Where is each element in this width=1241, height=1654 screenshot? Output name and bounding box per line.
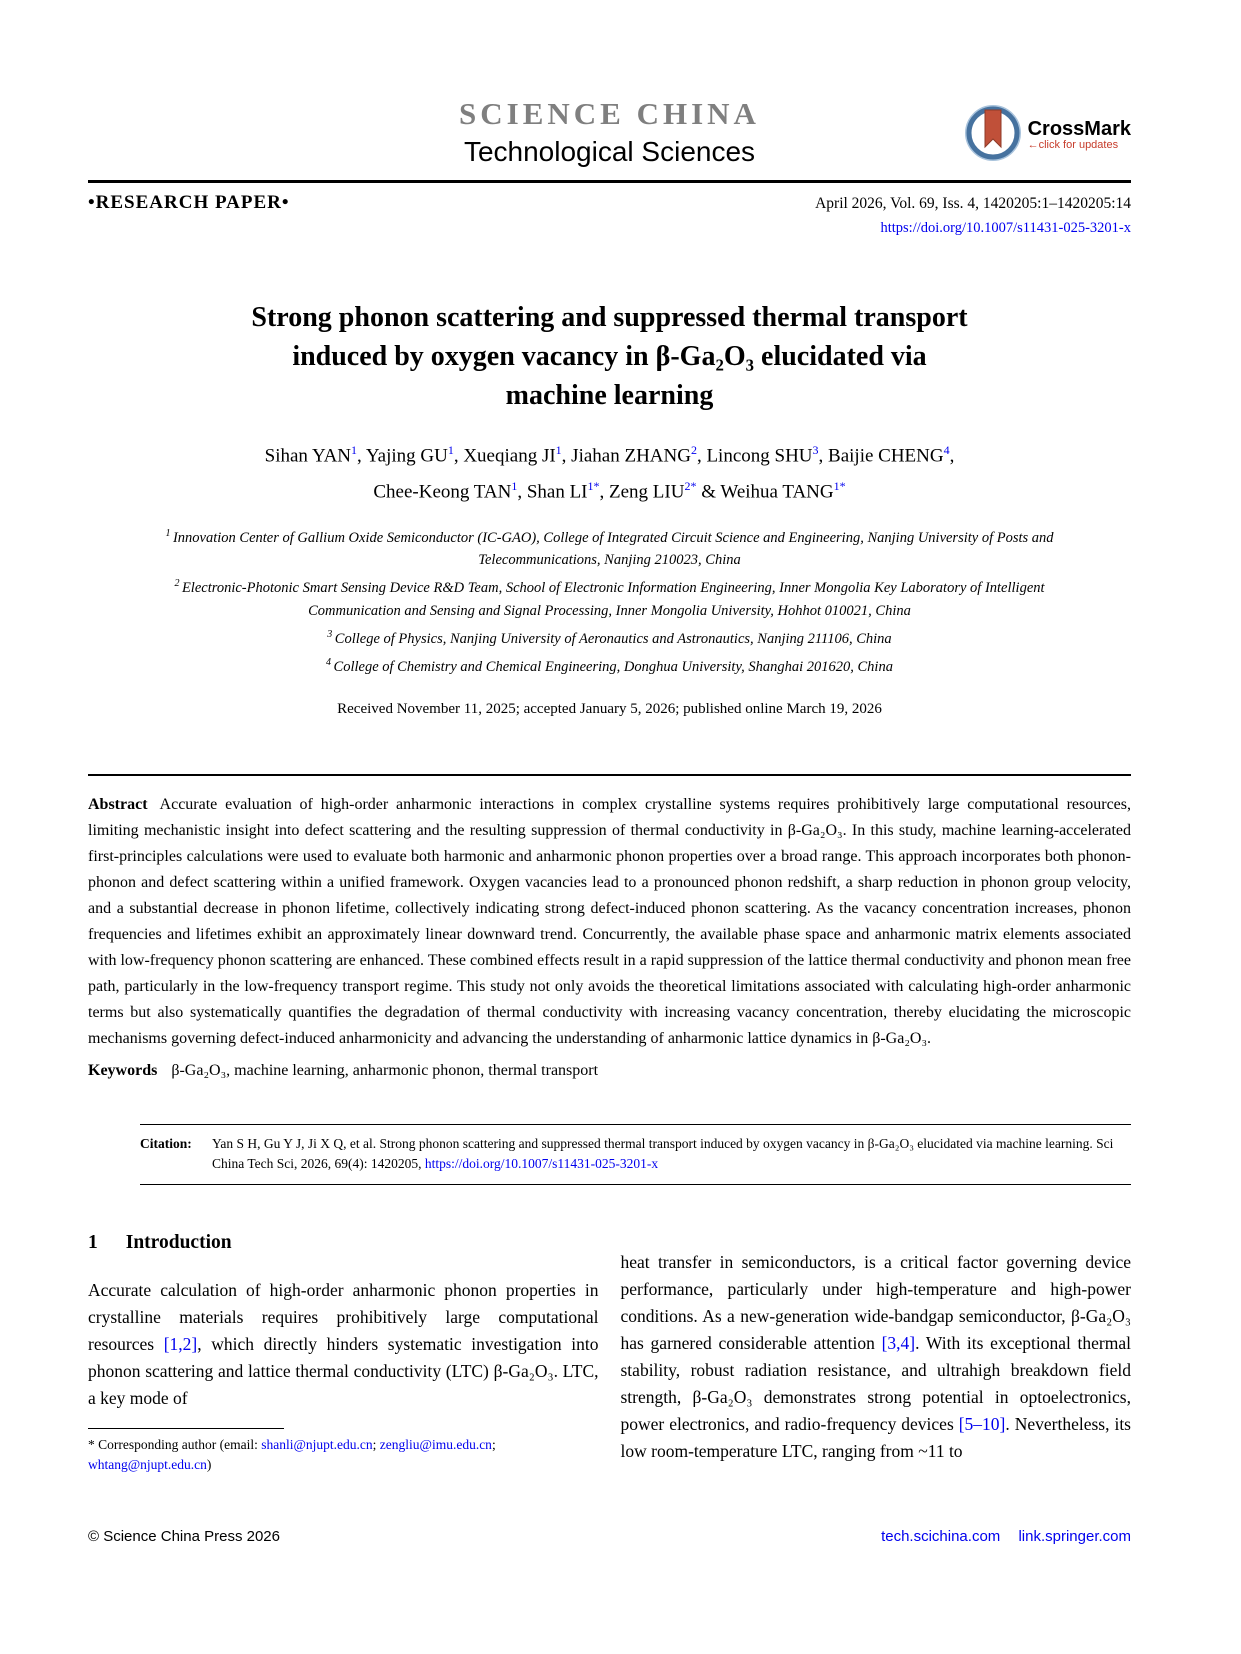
affiliation-list xyxy=(88,522,1131,679)
author-affiliation-sup: 1* xyxy=(833,479,846,494)
abstract-text: Accurate evaluation of high-order anharmonic interactions in complex crystalline systems requires prohibitively large computational resources, limiting mechanistic insight into defect scattering and the resulting suppression of thermal conductivity in β-Ga₂O₃. In this study, machine learning-accelerated first-principles calculations were used to evaluate both harmonic and anharmonic phonon properties over a broad range. This approach incorporates both phonon-phonon and defect scattering within a unified framework. Oxygen vacancies lead to a pronounced phonon redshift, a sharp reduction in phonon group velocity, and a substantial decrease in phonon lifetime, collectively indicating strong defect-induced phonon scattering. As the vacancy concentration increases, phonon frequencies and lifetimes exhibit an approximately linear downward trend. Concurrently, the available phase space and anharmonic matrix elements associated with low-frequency phonon scattering are enhanced. These combined effects result in a rapid suppression of the lattice thermal conductivity and phonon mean free path, particularly in the low-frequency transport regime. This study not only avoids the theoretical limitations associated with calculating high-order anharmonic terms but also systematically quantifies the degradation of thermal conductivity with increasing vacancy concentration, thereby elucidating the microscopic mechanisms governing defect-induced anharmonicity and advancing the understanding of anharmonic lattice dynamics in β-Ga₂O₃. xyxy=(88,795,1131,1047)
page-footer xyxy=(88,1528,1131,1545)
received-dates: Received November 11, 2025; accepted January 5, 2026; published online March 19, 2026 xyxy=(337,700,882,717)
text-segment: Yan S H, Gu Y J, Ji X Q, et al. Strong phonon scattering and suppressed thermal transport induced by oxygen vacancy in β-Ga₂O₃ elucidated via machine learning. Sci China Tech Sci, 2026, 69(4): 1420205, xyxy=(212,1135,1114,1171)
footer-links xyxy=(867,1528,1131,1545)
header-divider xyxy=(88,180,1131,183)
text-segment: , which directly hinders systematic investigation into phonon scattering and lattice thermal conductivity (LTC) β-Ga₂O₃. LTC, a key mode of xyxy=(88,1333,599,1408)
text-segment: Accurate calculation of high-order anharmonic phonon properties in crystalline materials requires prohibitively large computational resources xyxy=(88,1279,599,1354)
affiliation-item: $^4$ College of Chemistry and Chemical Engineering, Donghua University, Shanghai 201620, China xyxy=(326,657,893,675)
author-line: Sihan YAN$^1$, Yajing $GU^1$, Xueqiang $JI^1$, Jiahan ZHANG$^2$, Lincong SHU$^3$, Baijie CHENG$^4$, xyxy=(264,443,955,467)
inline-link[interactable]: https://doi.org/10.1007/s11431-025-3201-x xyxy=(424,1155,659,1171)
footer-link-springer[interactable]: link.springer.com xyxy=(1018,1528,1131,1545)
citation-box xyxy=(140,1124,1131,1185)
affiliation-item: $^3$ College of Physics, Nanjing University of Aeronautics and Astronautics, Nanjing 211106, China xyxy=(327,629,892,648)
author-affiliation-sup: 1 xyxy=(511,479,518,494)
crossmark-label: CrossMark xyxy=(1027,118,1131,140)
author-name: Zeng LIU xyxy=(609,481,685,503)
issue-block xyxy=(815,192,1131,240)
author-name: Chee-Keong TAN xyxy=(373,481,512,503)
intro-paragraph-right xyxy=(621,1249,1132,1465)
author-name: Baijie CHENG xyxy=(828,445,944,467)
author-affiliation-sup: 1 xyxy=(555,443,562,457)
inline-link[interactable]: [3,4] xyxy=(881,1332,916,1353)
author-name: Yajing GU xyxy=(365,445,448,467)
text-segment: * Corresponding author (email: xyxy=(88,1436,262,1452)
corresponding-author-footnote xyxy=(88,1435,599,1475)
keywords-label: Keywords xyxy=(88,1061,158,1079)
copyright-notice: © Science China Press 2026 xyxy=(88,1528,280,1545)
author-name: Xueqiang JI xyxy=(463,445,556,467)
inline-link[interactable]: [1,2] xyxy=(163,1333,198,1354)
masthead xyxy=(88,0,1131,168)
meta-row xyxy=(88,192,1131,240)
footnote-divider xyxy=(88,1428,284,1429)
paper-title xyxy=(88,298,1131,415)
title-line: induced by oxygen vacancy in β-Ga₂O₃ elucidated via xyxy=(292,341,927,372)
author-name: Sihan YAN xyxy=(264,445,352,467)
crossmark-icon xyxy=(964,104,1022,167)
inline-link[interactable]: zengliu@imu.edu.cn xyxy=(379,1436,492,1452)
body-columns xyxy=(88,1231,1131,1475)
abstract-label: Abstract xyxy=(88,795,148,813)
author-affiliation-sup: 2* xyxy=(684,479,697,494)
text-segment: ; xyxy=(372,1436,380,1452)
author-affiliation-sup: 2 xyxy=(690,443,697,457)
inline-link[interactable]: shanli@njupt.edu.cn xyxy=(261,1436,373,1452)
author-affiliation-sup: 1* xyxy=(587,479,600,494)
issue-info: April 2026, Vol. 69, Iss. 4, 1420205:1–1420205:14 xyxy=(815,195,1131,212)
crossmark-tagline: ←click for updates xyxy=(1027,139,1119,151)
author-name: Jiahan ZHANG xyxy=(571,445,691,467)
title-line: machine learning xyxy=(505,380,714,411)
author-affiliation-sup: 3 xyxy=(812,443,819,457)
journal-subtitle: Technological Sciences xyxy=(463,136,756,167)
inline-link[interactable]: [5–10] xyxy=(958,1413,1006,1434)
left-column xyxy=(88,1231,599,1475)
inline-link[interactable]: whtang@njupt.edu.cn xyxy=(88,1456,207,1472)
abstract xyxy=(88,792,1131,1052)
author-name: Lincong SHU xyxy=(706,445,813,467)
citation-label: Citation: xyxy=(140,1135,192,1151)
right-column xyxy=(621,1231,1132,1475)
text-segment: . Nevertheless, its low room-temperature LTC, ranging from ~11 to xyxy=(620,1413,1131,1461)
keywords-text: β-Ga₂O₃, machine learning, anharmonic phonon, thermal transport xyxy=(171,1061,599,1079)
author-name: Shan LI xyxy=(526,481,588,503)
keywords xyxy=(88,1062,1131,1080)
citation-text xyxy=(212,1134,1131,1174)
abstract-divider xyxy=(88,774,1131,776)
author-name: Weihua TANG xyxy=(720,481,834,503)
article-type-label: •RESEARCH PAPER• xyxy=(88,192,290,213)
section-number: 1 xyxy=(88,1231,98,1253)
journal-name: SCIENCE CHINA xyxy=(459,96,760,131)
left-arrow-icon: ← xyxy=(1027,139,1039,151)
author-affiliation-sup: 4 xyxy=(943,443,950,457)
text-segment: heat transfer in semiconductors, is a critical factor governing device performance, particularly under high-temperature and high-power conditions. As a new-generation wide-bandgap semiconductor, β-Ga₂O₃ has garnered considerable attention xyxy=(620,1251,1131,1353)
author-affiliation-sup: 1 xyxy=(351,443,358,457)
intro-paragraph-left xyxy=(88,1277,599,1412)
author-list xyxy=(88,435,1131,508)
author-line: Chee-Keong TAN$^1$, Shan $LI^{1*}$, Zeng $LIU^{2*}$ & Weihua $TANG^{1*}$ xyxy=(373,479,846,503)
footer-link-scichina[interactable]: tech.scichina.com xyxy=(881,1528,1001,1545)
affiliation-item: $^2$ Electronic-Photonic Smart Sensing Device R&D Team, School of Electronic Information Engineering, Inner Mongolia Key Laboratory of Intelligent Communication and Sensing and Signal Processing, Inner Mongolia University, Hohhot 010021, China xyxy=(174,578,1045,620)
text-segment: ) xyxy=(206,1456,212,1472)
author-affiliation-sup: 1 xyxy=(447,443,454,457)
crossmark-text xyxy=(1028,119,1131,152)
text-segment: . With its exceptional thermal stability, robust radiation resistance, and ultrahigh breakdown field strength, β-Ga₂O₃ demonstrates strong potential in optoelectronics, power electronics, and radio-frequency devices xyxy=(620,1332,1131,1434)
crossmark-badge[interactable] xyxy=(964,104,1131,167)
section-title: Introduction xyxy=(125,1231,232,1253)
doi-link[interactable]: https://doi.org/10.1007/s11431-025-3201-x xyxy=(880,220,1131,236)
section-heading-introduction xyxy=(88,1231,599,1255)
title-line: Strong phonon scattering and suppressed thermal transport xyxy=(251,302,968,333)
text-segment: ; xyxy=(491,1436,496,1452)
affiliation-item: $^1$ Innovation Center of Gallium Oxide Semiconductor (IC-GAO), College of Integrated Circuit Science and Engineering, Nanjing University of Posts and Telecommunications, Nanjing 210023, China xyxy=(165,527,1054,569)
